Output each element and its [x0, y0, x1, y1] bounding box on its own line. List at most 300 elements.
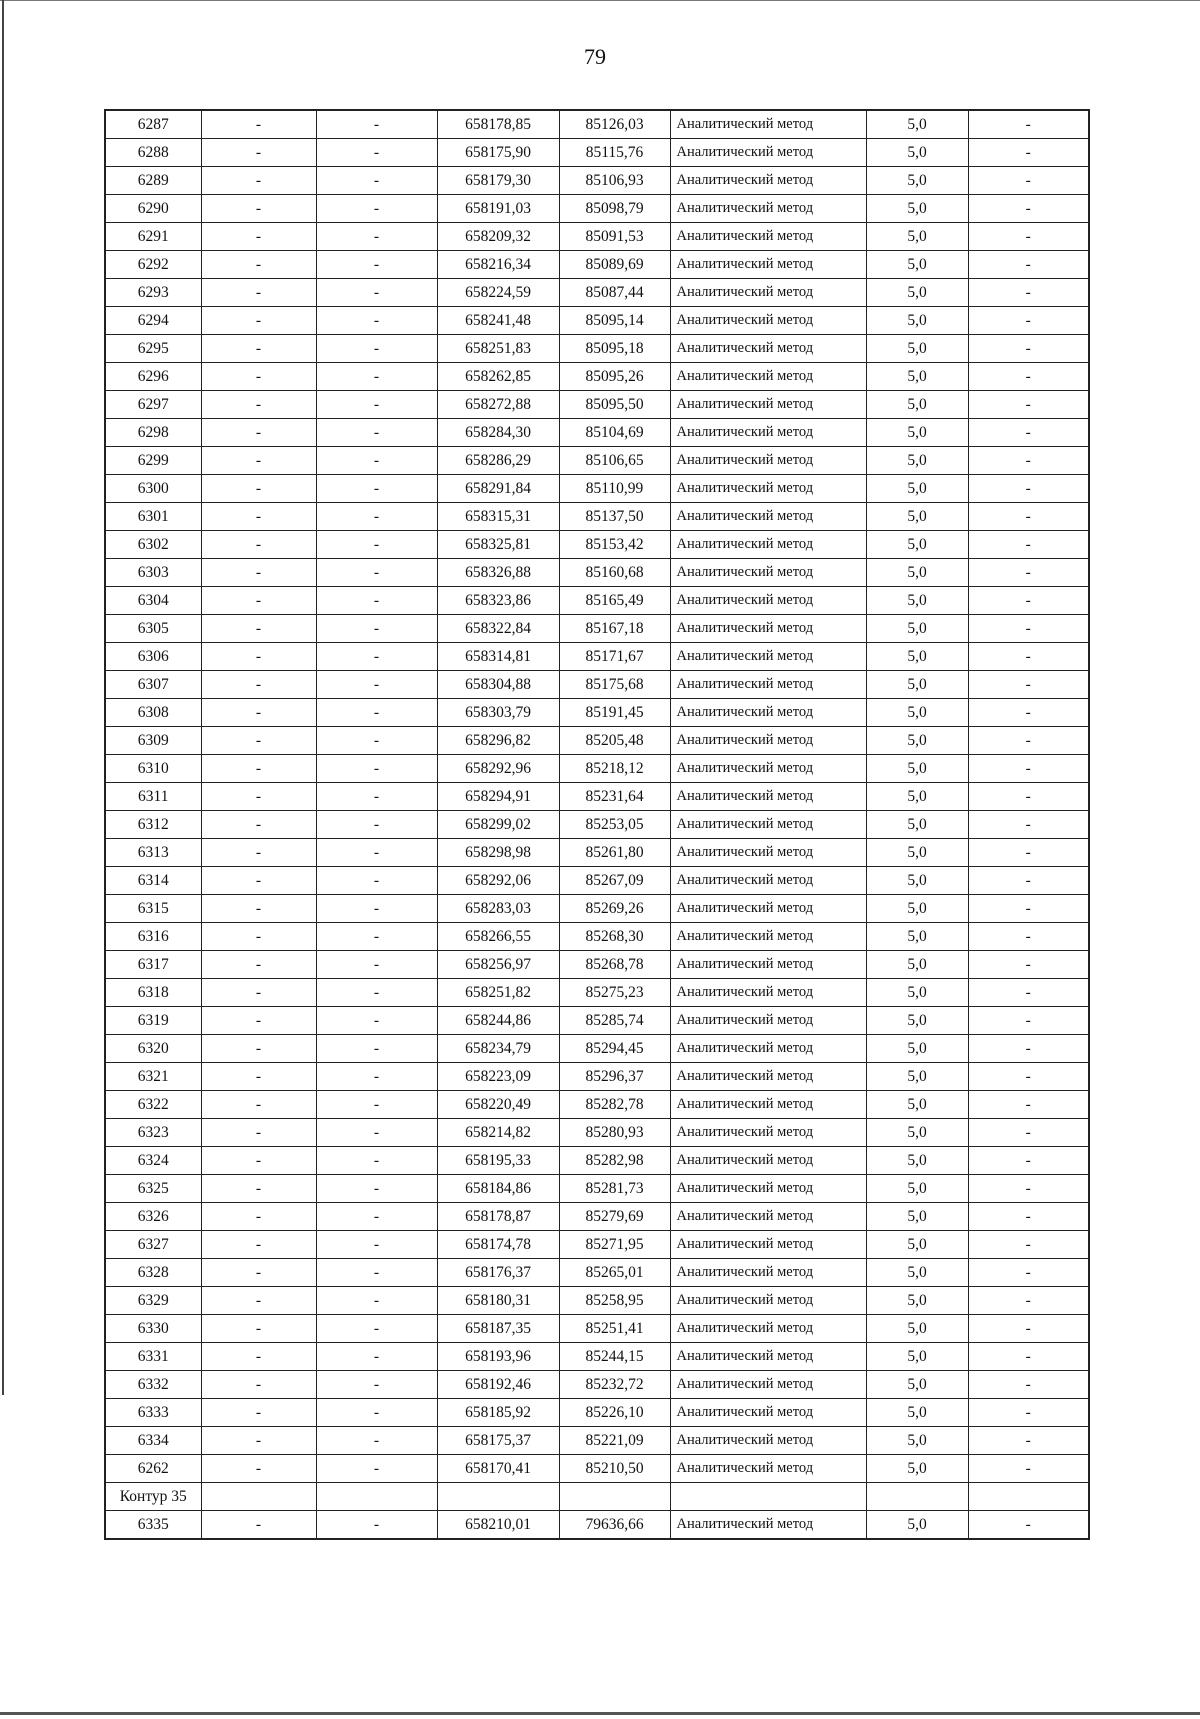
accuracy-cell: 5,0 [866, 979, 968, 1007]
y-coordinate-cell: 85221,09 [559, 1427, 670, 1455]
blank-col-8-cell: - [968, 531, 1089, 559]
table-row [105, 531, 1089, 559]
blank-col-2-cell: - [201, 1427, 316, 1455]
method-cell: Аналитический метод [670, 251, 866, 279]
point-number-cell: 6291 [105, 223, 201, 251]
blank-col-3-cell: - [316, 363, 437, 391]
x-coordinate-cell: 658298,98 [437, 839, 559, 867]
method-cell: Аналитический метод [670, 531, 866, 559]
blank-col-2-cell: - [201, 783, 316, 811]
point-number-cell: 6316 [105, 923, 201, 951]
point-number-cell: 6310 [105, 755, 201, 783]
x-coordinate-cell: 658244,86 [437, 1007, 559, 1035]
blank-col-3-cell: - [316, 251, 437, 279]
method-cell: Аналитический метод [670, 363, 866, 391]
x-coordinate-cell: 658234,79 [437, 1035, 559, 1063]
blank-col-8-cell: - [968, 755, 1089, 783]
y-coordinate-cell: 85110,99 [559, 475, 670, 503]
blank-col-2-cell: - [201, 1007, 316, 1035]
blank-col-2-cell: - [201, 503, 316, 531]
y-coordinate-cell: 85104,69 [559, 419, 670, 447]
blank-col-3-cell: - [316, 139, 437, 167]
blank-col-8-cell: - [968, 167, 1089, 195]
x-coordinate-cell: 658185,92 [437, 1399, 559, 1427]
method-cell: Аналитический метод [670, 1175, 866, 1203]
accuracy-cell: 5,0 [866, 699, 968, 727]
blank-col-8-cell: - [968, 1427, 1089, 1455]
table-row [105, 1427, 1089, 1455]
point-number-cell: 6326 [105, 1203, 201, 1231]
table-row [105, 1119, 1089, 1147]
blank-col-2-cell: - [201, 1371, 316, 1399]
x-coordinate-cell: 658323,86 [437, 587, 559, 615]
method-cell: Аналитический метод [670, 307, 866, 335]
method-cell: Аналитический метод [670, 867, 866, 895]
blank-col-8-cell: - [968, 1371, 1089, 1399]
method-cell: Аналитический метод [670, 503, 866, 531]
blank-col-2-cell: - [201, 699, 316, 727]
method-cell: Аналитический метод [670, 1259, 866, 1287]
accuracy-cell: 5,0 [866, 1371, 968, 1399]
blank-col-8-cell: - [968, 1343, 1089, 1371]
blank-col-3-cell: - [316, 1175, 437, 1203]
y-coordinate-cell: 85160,68 [559, 559, 670, 587]
method-cell: Аналитический метод [670, 447, 866, 475]
scan-border-left [2, 0, 4, 1395]
method-cell: Аналитический метод [670, 1399, 866, 1427]
blank-col-2-cell: - [201, 755, 316, 783]
x-coordinate-cell: 658224,59 [437, 279, 559, 307]
table-row [105, 223, 1089, 251]
blank-col-2-cell: - [201, 1511, 316, 1540]
point-number-cell: 6320 [105, 1035, 201, 1063]
method-cell: Аналитический метод [670, 1035, 866, 1063]
table-row [105, 1007, 1089, 1035]
x-coordinate-cell: 658209,32 [437, 223, 559, 251]
blank-col-2-cell: - [201, 195, 316, 223]
accuracy-cell: 5,0 [866, 139, 968, 167]
table-row [105, 1287, 1089, 1315]
blank-col-3-cell: - [316, 1371, 437, 1399]
blank-col-2-cell: - [201, 951, 316, 979]
x-coordinate-cell: 658266,55 [437, 923, 559, 951]
point-number-cell: 6331 [105, 1343, 201, 1371]
blank-col-2-cell: - [201, 895, 316, 923]
y-coordinate-cell: 85232,72 [559, 1371, 670, 1399]
x-coordinate-cell: 658299,02 [437, 811, 559, 839]
blank-col-8-cell: - [968, 1455, 1089, 1483]
accuracy-cell: 5,0 [866, 279, 968, 307]
blank-col-2-cell: - [201, 671, 316, 699]
y-coordinate-cell: 79636,66 [559, 1511, 670, 1540]
x-coordinate-cell: 658262,85 [437, 363, 559, 391]
table-row [105, 1035, 1089, 1063]
table-row [105, 1203, 1089, 1231]
blank-col-3-cell: - [316, 699, 437, 727]
accuracy-cell: 5,0 [866, 251, 968, 279]
table-row [105, 615, 1089, 643]
y-coordinate-cell: 85089,69 [559, 251, 670, 279]
method-cell: Аналитический метод [670, 615, 866, 643]
blank-col-3-cell: - [316, 475, 437, 503]
y-coordinate-cell: 85275,23 [559, 979, 670, 1007]
blank-col-8-cell: - [968, 1203, 1089, 1231]
x-coordinate-cell: 658251,82 [437, 979, 559, 1007]
blank-col-3-cell: - [316, 1231, 437, 1259]
blank-col-8-cell: - [968, 839, 1089, 867]
table-row [105, 699, 1089, 727]
blank-col-3-cell: - [316, 1399, 437, 1427]
point-number-cell: 6329 [105, 1287, 201, 1315]
y-coordinate-cell: 85285,74 [559, 1007, 670, 1035]
table-row [105, 335, 1089, 363]
blank-col-2-cell: - [201, 979, 316, 1007]
method-cell: Аналитический метод [670, 979, 866, 1007]
y-coordinate-cell: 85095,18 [559, 335, 670, 363]
method-cell: Аналитический метод [670, 1287, 866, 1315]
point-number-cell: 6327 [105, 1231, 201, 1259]
method-cell: Аналитический метод [670, 1147, 866, 1175]
blank-col-8-cell: - [968, 1091, 1089, 1119]
point-number-cell: 6333 [105, 1399, 201, 1427]
y-coordinate-cell: 85294,45 [559, 1035, 670, 1063]
table-row [105, 447, 1089, 475]
accuracy-cell: 5,0 [866, 1175, 968, 1203]
table-row [105, 671, 1089, 699]
point-number-cell: 6324 [105, 1147, 201, 1175]
table-row [105, 167, 1089, 195]
point-number-cell: 6322 [105, 1091, 201, 1119]
table-row [105, 1343, 1089, 1371]
blank-col-3-cell: - [316, 503, 437, 531]
y-coordinate-cell: 85106,65 [559, 447, 670, 475]
blank-col-2-cell: - [201, 251, 316, 279]
blank-col-8-cell: - [968, 1259, 1089, 1287]
blank-col-8-cell: - [968, 1315, 1089, 1343]
y-coordinate-cell: 85175,68 [559, 671, 670, 699]
table-row [105, 923, 1089, 951]
x-coordinate-cell: 658283,03 [437, 895, 559, 923]
blank-col-3-cell: - [316, 223, 437, 251]
blank-col-8-cell: - [968, 1399, 1089, 1427]
table-row [105, 1091, 1089, 1119]
x-coordinate-cell: 658272,88 [437, 391, 559, 419]
blank-col-2-cell: - [201, 307, 316, 335]
x-coordinate-cell: 658176,37 [437, 1259, 559, 1287]
x-coordinate-cell: 658170,41 [437, 1455, 559, 1483]
y-coordinate-cell: 85137,50 [559, 503, 670, 531]
point-number-cell: 6290 [105, 195, 201, 223]
table-row [105, 1231, 1089, 1259]
y-coordinate-cell: 85191,45 [559, 699, 670, 727]
blank-col-8-cell: - [968, 615, 1089, 643]
y-coordinate-cell: 85282,78 [559, 1091, 670, 1119]
coordinates-table [104, 109, 1090, 1540]
x-coordinate-cell: 658292,06 [437, 867, 559, 895]
blank-col-8-cell: - [968, 587, 1089, 615]
method-cell: Аналитический метод [670, 223, 866, 251]
method-cell: Аналитический метод [670, 391, 866, 419]
point-number-cell: 6297 [105, 391, 201, 419]
y-coordinate-cell: 85095,14 [559, 307, 670, 335]
table-row [105, 251, 1089, 279]
blank-col-8-cell: - [968, 1511, 1089, 1540]
point-number-cell: 6293 [105, 279, 201, 307]
contour-label-cell: Контур 35 [105, 1483, 201, 1511]
method-cell: Аналитический метод [670, 1091, 866, 1119]
accuracy-cell: 5,0 [866, 1343, 968, 1371]
y-coordinate-cell: 85244,15 [559, 1343, 670, 1371]
blank-col-2-cell: - [201, 475, 316, 503]
blank-col-2-cell: - [201, 110, 316, 139]
table-row [105, 279, 1089, 307]
blank-col-3-cell: - [316, 110, 437, 139]
table-row [105, 1483, 1089, 1511]
method-cell: Аналитический метод [670, 1371, 866, 1399]
blank-col-3-cell: - [316, 587, 437, 615]
accuracy-cell: 5,0 [866, 727, 968, 755]
table-row [105, 475, 1089, 503]
accuracy-cell: 5,0 [866, 671, 968, 699]
blank-col-2-cell: - [201, 867, 316, 895]
blank-col-8-cell [968, 1483, 1089, 1511]
point-number-cell: 6318 [105, 979, 201, 1007]
blank-col-8-cell: - [968, 727, 1089, 755]
blank-col-2-cell [201, 1483, 316, 1511]
accuracy-cell: 5,0 [866, 755, 968, 783]
point-number-cell: 6313 [105, 839, 201, 867]
accuracy-cell: 5,0 [866, 531, 968, 559]
table-row [105, 895, 1089, 923]
method-cell: Аналитический метод [670, 923, 866, 951]
accuracy-cell: 5,0 [866, 783, 968, 811]
blank-col-2-cell: - [201, 531, 316, 559]
blank-col-8-cell: - [968, 1035, 1089, 1063]
x-coordinate-cell: 658304,88 [437, 671, 559, 699]
y-coordinate-cell: 85261,80 [559, 839, 670, 867]
accuracy-cell: 5,0 [866, 867, 968, 895]
accuracy-cell: 5,0 [866, 1119, 968, 1147]
x-coordinate-cell: 658175,37 [437, 1427, 559, 1455]
blank-col-8-cell: - [968, 559, 1089, 587]
blank-col-3-cell: - [316, 1259, 437, 1287]
scan-border-top [0, 0, 1200, 1]
accuracy-cell: 5,0 [866, 475, 968, 503]
blank-col-3-cell: - [316, 1343, 437, 1371]
y-coordinate-cell: 85165,49 [559, 587, 670, 615]
point-number-cell: 6330 [105, 1315, 201, 1343]
blank-col-3-cell: - [316, 1035, 437, 1063]
blank-col-2-cell: - [201, 1231, 316, 1259]
blank-col-2-cell: - [201, 1315, 316, 1343]
accuracy-cell: 5,0 [866, 811, 968, 839]
blank-col-3-cell: - [316, 923, 437, 951]
accuracy-cell: 5,0 [866, 419, 968, 447]
y-coordinate-cell: 85095,26 [559, 363, 670, 391]
point-number-cell: 6298 [105, 419, 201, 447]
blank-col-8-cell: - [968, 139, 1089, 167]
x-coordinate-cell: 658291,84 [437, 475, 559, 503]
table-row [105, 1371, 1089, 1399]
x-coordinate-cell: 658192,46 [437, 1371, 559, 1399]
blank-col-3-cell: - [316, 1063, 437, 1091]
blank-col-2-cell: - [201, 1287, 316, 1315]
x-coordinate-cell: 658251,83 [437, 335, 559, 363]
blank-col-8-cell: - [968, 195, 1089, 223]
point-number-cell: 6303 [105, 559, 201, 587]
method-cell: Аналитический метод [670, 110, 866, 139]
y-coordinate-cell: 85282,98 [559, 1147, 670, 1175]
method-cell [670, 1483, 866, 1511]
table-row [105, 1147, 1089, 1175]
accuracy-cell: 5,0 [866, 223, 968, 251]
blank-col-3-cell: - [316, 195, 437, 223]
method-cell: Аналитический метод [670, 1427, 866, 1455]
blank-col-3-cell: - [316, 335, 437, 363]
point-number-cell: 6292 [105, 251, 201, 279]
x-coordinate-cell: 658178,87 [437, 1203, 559, 1231]
method-cell: Аналитический метод [670, 279, 866, 307]
method-cell: Аналитический метод [670, 727, 866, 755]
y-coordinate-cell: 85167,18 [559, 615, 670, 643]
accuracy-cell: 5,0 [866, 391, 968, 419]
point-number-cell: 6323 [105, 1119, 201, 1147]
method-cell: Аналитический метод [670, 755, 866, 783]
method-cell: Аналитический метод [670, 1343, 866, 1371]
accuracy-cell: 5,0 [866, 643, 968, 671]
blank-col-3-cell: - [316, 783, 437, 811]
y-coordinate-cell: 85126,03 [559, 110, 670, 139]
table-row [105, 419, 1089, 447]
method-cell: Аналитический метод [670, 195, 866, 223]
table-row [105, 307, 1089, 335]
point-number-cell: 6306 [105, 643, 201, 671]
blank-col-2-cell: - [201, 559, 316, 587]
y-coordinate-cell: 85171,67 [559, 643, 670, 671]
method-cell: Аналитический метод [670, 1063, 866, 1091]
method-cell: Аналитический метод [670, 167, 866, 195]
blank-col-8-cell: - [968, 867, 1089, 895]
x-coordinate-cell: 658284,30 [437, 419, 559, 447]
x-coordinate-cell: 658193,96 [437, 1343, 559, 1371]
table-row [105, 643, 1089, 671]
blank-col-8-cell: - [968, 391, 1089, 419]
table-row [105, 1063, 1089, 1091]
table-row [105, 727, 1089, 755]
blank-col-8-cell: - [968, 1175, 1089, 1203]
point-number-cell: 6289 [105, 167, 201, 195]
method-cell: Аналитический метод [670, 475, 866, 503]
y-coordinate-cell: 85231,64 [559, 783, 670, 811]
method-cell: Аналитический метод [670, 783, 866, 811]
x-coordinate-cell: 658210,01 [437, 1511, 559, 1540]
point-number-cell: 6294 [105, 307, 201, 335]
x-coordinate-cell: 658292,96 [437, 755, 559, 783]
accuracy-cell: 5,0 [866, 1231, 968, 1259]
method-cell: Аналитический метод [670, 699, 866, 727]
accuracy-cell: 5,0 [866, 839, 968, 867]
method-cell: Аналитический метод [670, 587, 866, 615]
x-coordinate-cell: 658178,85 [437, 110, 559, 139]
blank-col-8-cell: - [968, 110, 1089, 139]
blank-col-3-cell: - [316, 1091, 437, 1119]
y-coordinate-cell: 85279,69 [559, 1203, 670, 1231]
table-row [105, 559, 1089, 587]
method-cell: Аналитический метод [670, 643, 866, 671]
blank-col-3-cell: - [316, 279, 437, 307]
blank-col-2-cell: - [201, 279, 316, 307]
x-coordinate-cell: 658322,84 [437, 615, 559, 643]
x-coordinate-cell: 658174,78 [437, 1231, 559, 1259]
blank-col-8-cell: - [968, 783, 1089, 811]
blank-col-3-cell: - [316, 1455, 437, 1483]
x-coordinate-cell: 658241,48 [437, 307, 559, 335]
table-row [105, 867, 1089, 895]
x-coordinate-cell: 658180,31 [437, 1287, 559, 1315]
table-body [105, 110, 1089, 1539]
blank-col-3-cell [316, 1483, 437, 1511]
x-coordinate-cell: 658315,31 [437, 503, 559, 531]
blank-col-3-cell: - [316, 643, 437, 671]
accuracy-cell: 5,0 [866, 587, 968, 615]
x-coordinate-cell: 658216,34 [437, 251, 559, 279]
blank-col-8-cell: - [968, 279, 1089, 307]
blank-col-3-cell: - [316, 867, 437, 895]
point-number-cell: 6317 [105, 951, 201, 979]
point-number-cell: 6325 [105, 1175, 201, 1203]
point-number-cell: 6300 [105, 475, 201, 503]
blank-col-3-cell: - [316, 895, 437, 923]
y-coordinate-cell: 85258,95 [559, 1287, 670, 1315]
blank-col-2-cell: - [201, 223, 316, 251]
x-coordinate-cell: 658191,03 [437, 195, 559, 223]
x-coordinate-cell: 658326,88 [437, 559, 559, 587]
blank-col-3-cell: - [316, 559, 437, 587]
accuracy-cell: 5,0 [866, 1147, 968, 1175]
blank-col-8-cell: - [968, 251, 1089, 279]
blank-col-3-cell: - [316, 307, 437, 335]
y-coordinate-cell: 85251,41 [559, 1315, 670, 1343]
y-coordinate-cell: 85218,12 [559, 755, 670, 783]
blank-col-8-cell: - [968, 447, 1089, 475]
blank-col-2-cell: - [201, 1203, 316, 1231]
blank-col-8-cell: - [968, 1063, 1089, 1091]
blank-col-3-cell: - [316, 1147, 437, 1175]
method-cell: Аналитический метод [670, 559, 866, 587]
accuracy-cell: 5,0 [866, 923, 968, 951]
x-coordinate-cell: 658325,81 [437, 531, 559, 559]
x-coordinate-cell: 658286,29 [437, 447, 559, 475]
method-cell: Аналитический метод [670, 1231, 866, 1259]
point-number-cell: 6304 [105, 587, 201, 615]
blank-col-2-cell: - [201, 1063, 316, 1091]
accuracy-cell: 5,0 [866, 1063, 968, 1091]
table-row [105, 951, 1089, 979]
blank-col-8-cell: - [968, 699, 1089, 727]
point-number-cell: 6287 [105, 110, 201, 139]
method-cell: Аналитический метод [670, 1511, 866, 1540]
method-cell: Аналитический метод [670, 1203, 866, 1231]
x-coordinate-cell: 658294,91 [437, 783, 559, 811]
accuracy-cell: 5,0 [866, 307, 968, 335]
blank-col-3-cell: - [316, 979, 437, 1007]
blank-col-3-cell: - [316, 1119, 437, 1147]
point-number-cell: 6328 [105, 1259, 201, 1287]
method-cell: Аналитический метод [670, 1315, 866, 1343]
blank-col-2-cell: - [201, 1455, 316, 1483]
x-coordinate-cell: 658184,86 [437, 1175, 559, 1203]
blank-col-3-cell: - [316, 447, 437, 475]
